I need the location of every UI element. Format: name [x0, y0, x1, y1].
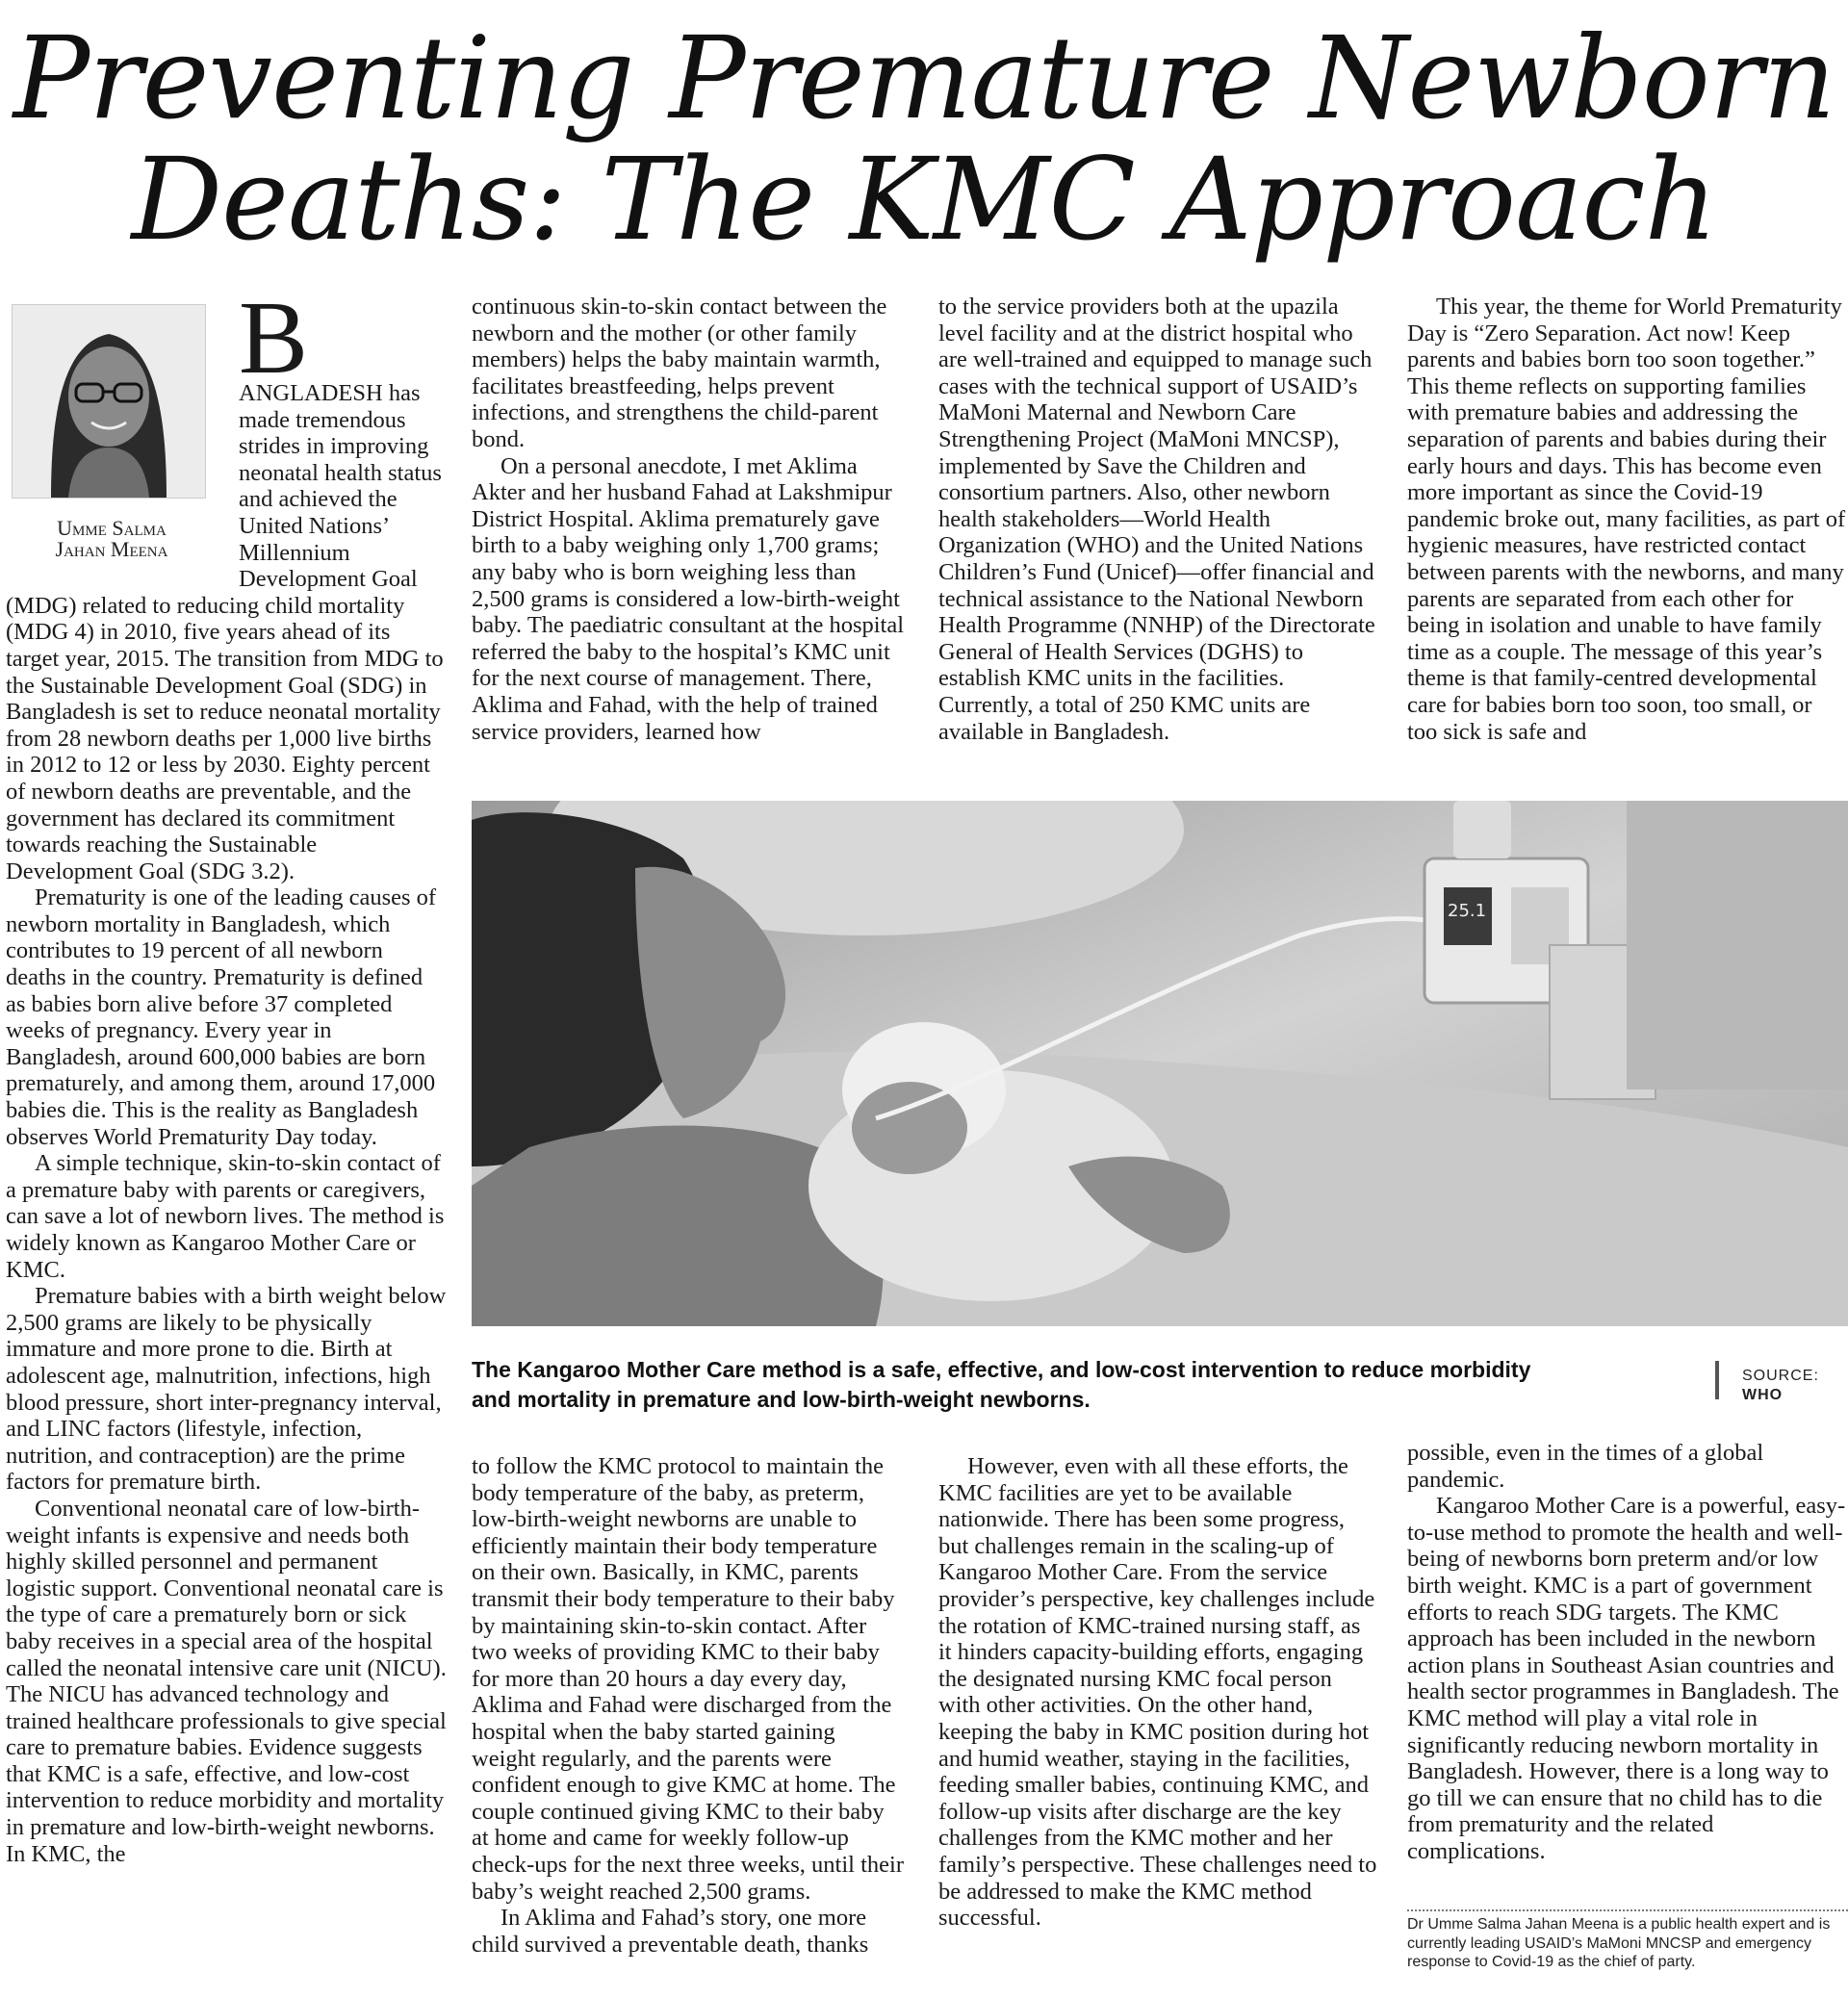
photo-caption: The Kangaroo Mother Care method is a safe, effective, and low-cost intervention to reduce morbidity and mortality in premature and low-birth-weight newborns. [472, 1357, 1531, 1412]
photo-source [1742, 1367, 1848, 1405]
article-column-4-bottom [1407, 1440, 1846, 1865]
source-divider [1715, 1361, 1719, 1399]
lead-caps: ANGLADESH [239, 380, 383, 406]
article-column-3-top [938, 294, 1377, 745]
author-name-line-2: Jahan Meena [55, 537, 168, 561]
paragraph: In Aklima and Fahad’s story, one more child survived a preventable death, thanks [472, 1905, 869, 1958]
paragraph: Kangaroo Mother Care is a powerful, easy-to-use method to promote the health and well-being of newborns born preterm and/or low birth weight. KMC is a part of government efforts to reach SDG targets. The KMC approach has been included in the newborn action plans in Southeast Asian countries and health sector programmes in Bangladesh. The KMC method will play a vital role in significantly reducing newborn mortality in Bangladesh. However, there is a long way to go till we can ensure that no child has to die from prematurity and the related complications. [1407, 1493, 1846, 1864]
article-column-3-bottom [938, 1453, 1377, 1932]
paragraph: possible, even in the times of a global pandemic. [1407, 1440, 1764, 1493]
article-column-1 [6, 281, 447, 1867]
paragraph-5: Conventional neonatal care of low-birth-weight infants is expensive and needs both highly skilled personnel and permanent logistic support. Conventional neonatal care is the type of care a prematurely born or sick baby receives in a special area of the hospital called the neonatal intensive care unit (NICU). The NICU has advanced technology and trained healthcare professionals to give special care to premature babies. Evidence suggests that KMC is a safe, effective, and low-cost intervention to reduce morbidity and mortality in premature and low-birth-weight newborns. In KMC, the [6, 1495, 447, 1867]
headline-line-2: Deaths: The KMC Approach [131, 133, 1717, 266]
author-box-spacer [6, 294, 239, 580]
paragraph-3: A simple technique, skin-to-skin contact of a premature baby with parents or caregivers, can save a lot of newborn lives. The method is widely known as Kangaroo Mother Care or KMC. [6, 1150, 445, 1283]
monitor-readout: 25.1 [1448, 901, 1487, 921]
source-name: WHO [1742, 1387, 1784, 1403]
paragraph: This year, the theme for World Prematurity Day is “Zero Separation. Act now! Keep parents and babies born too soon together.” This theme reflects on supporting families with premature babies and addressing the separation of parents and babies during their early hours and days. This has become even more important as since the Covid-19 pandemic broke out, many facilities, as part of hygienic measures, have restricted contact between parents with the newborns, and many parents are separated from each other for being in isolation and unable to have family time as a couple. The message of this year’s theme is that family-centred developmental care for babies born too soon, too small, or too sick is safe and [1407, 294, 1846, 745]
paragraph: continuous skin-to-skin contact between the newborn and the mother (or other family members) helps the baby maintain warmth, facilitates breastfeeding, helps prevent infections, and strengthens the child-parent bond. [472, 294, 887, 452]
article-column-4-top [1407, 294, 1846, 745]
paragraph-1-text: has made tremendous strides in improving neonatal health status and achieved the United Nations’ Millennium Development Goal (MDG) related to reducing child mortality (MDG 4) in 2010, five years ahead of its target year, 2015. The transition from MDG to the Sustainable Development Goal (SDG) in Bangladesh is set to reduce neonatal mortality from 28 newborn deaths per 1,000 live births in 2012 to 12 or less by 2030. Eighty percent of newborn deaths are preventable, and the government has declared its commitment towards reaching the Sustainable Development Goal (SDG 3.2). [6, 380, 444, 884]
headline-line-1: Preventing Premature Newborn [13, 12, 1835, 144]
kmc-photo-image [472, 801, 1848, 1326]
paragraph: to follow the KMC protocol to maintain the body temperature of the baby, as preterm, low-birth-weight newborns are unable to efficiently maintain their body temperature on their own. Basically, in KMC, parents transmit their body temperature to their baby by maintaining skin-to-skin contact. After two weeks of providing KMC to their baby for more than 20 hours a day every day, Aklima and Fahad were discharged from the hospital when the baby started gaining weight regularly, and the parents were confident enough to give KMC at home. The couple continued giving KMC to their baby at home and came for weekly follow-up check-ups for the next three weeks, until their baby’s weight reached 2,500 grams. [472, 1453, 905, 1905]
paragraph-4: Premature babies with a birth weight below 2,500 grams are likely to be physically immature and more prone to die. Birth at adolescent age, malnutrition, infections, high blood pressure, short inter-pregnancy interval, and LINC factors (lifestyle, infection, nutrition, and contraception) are the prime factors for premature birth. [6, 1283, 447, 1496]
paragraph-2: Prematurity is one of the leading causes of newborn mortality in Bangladesh, which contributes to 19 percent of all newborn deaths in the country. Prematurity is defined as babies born alive before 37 completed weeks of pregnancy. Every year in Bangladesh, around 600,000 babies are born prematurely, and among them, around 17,000 babies die. This is the reality as Bangladesh observes World Prematurity Day today. [6, 884, 437, 1150]
kmc-photo [472, 801, 1848, 1326]
paragraph: On a personal anecdote, I met Aklima Akter and her husband Fahad at Lakshmipur District Hospital. Aklima prematurely gave birth to a baby weighing only 1,700 grams; any baby who is born weighing less than 2,500 grams is considered a low-birth-weight baby. The paediatric consultant at the hospital referred the baby to the hospital’s KMC unit for the next course of management. There, Aklima and Fahad, with the help of trained service providers, learned how [472, 452, 905, 745]
article-column-2-top [472, 294, 905, 745]
article-column-2-bottom [472, 1453, 905, 1958]
author-bio: Dr Umme Salma Jahan Meena is a public health expert and is currently leading USAID’s MaMoni MNCSP and emergency response to Covid-19 as the chief of party. [1407, 1916, 1831, 1970]
drop-cap: B [239, 281, 309, 396]
paragraph-1 [6, 281, 447, 884]
paragraph: to the service providers both at the upazila level facility and at the district hospital who are well-trained and equipped to manage such cases with the technical support of USAID’s MaMoni Maternal and Newborn Care Strengthening Project (MaMoni MNCSP), implemented by Save the Children and consortium partners. Also, other newborn health stakeholders—World Health Organization (WHO) and the United Nations Children’s Fund (Unicef)—offer financial and technical assistance to the National Newborn Health Programme (NNHP) of the Directorate General of Health Services (DGHS) to establish KMC units in the facilities. Currently, a total of 250 KMC units are available in Bangladesh. [938, 294, 1375, 745]
source-label: SOURCE: [1742, 1368, 1819, 1384]
author-name-line-1: Umme Salma [57, 516, 167, 540]
bio-divider [1407, 1909, 1848, 1911]
paragraph: However, even with all these efforts, the KMC facilities are yet to be available nationwide. There has been some progress, but challenges remain in the scaling-up of Kangaroo Mother Care. From the service provider’s perspective, key challenges include the rotation of KMC-trained nursing staff, as it hinders capacity-building efforts, engaging the designated nursing KMC focal person with other activities. On the other hand, keeping the baby in KMC position during hot and humid weather, staying in the facilities, feeding smaller babies, continuing KMC, and follow-up visits after discharge are the key challenges from the KMC mother and her family’s perspective. These challenges need to be addressed to make the KMC method successful. [938, 1453, 1377, 1932]
